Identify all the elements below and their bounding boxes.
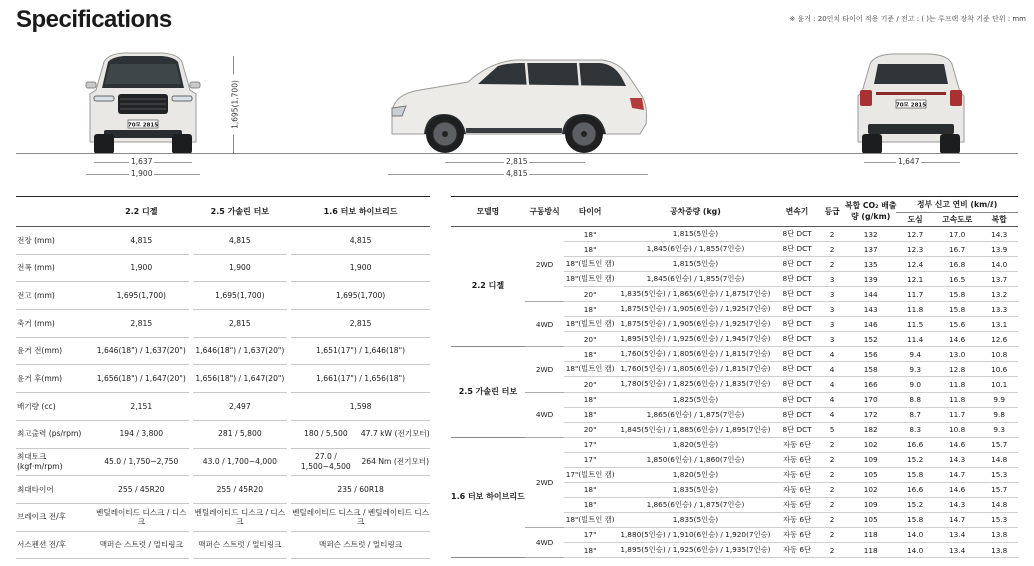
co2-cell: 118: [845, 542, 896, 557]
drive-cell: 4WD: [525, 527, 564, 557]
hwy-cell: 15.8: [934, 287, 980, 302]
cell: 281 / 5,800: [193, 420, 288, 448]
comb-cell: 10.8: [980, 347, 1018, 362]
trans-cell: 자동 6단: [775, 452, 819, 467]
trans-cell: 8단 DCT: [775, 257, 819, 272]
city-cell: 11.5: [896, 317, 934, 332]
cell: 벤틸레이티드 디스크 / 벤틸레이티드 디스크: [291, 503, 430, 531]
row-label: 배기량 (cc): [16, 393, 94, 421]
front-plate-text: 70모 2815: [127, 122, 159, 129]
co2-cell: 170: [845, 392, 896, 407]
table-row: [451, 437, 1018, 452]
comb-cell: 15.7: [980, 482, 1018, 497]
weight-cell: 1,835(5인승): [616, 482, 775, 497]
table-row: [16, 337, 430, 365]
grade-cell: 2: [819, 497, 845, 512]
tire-cell: 20": [564, 332, 616, 347]
trans-cell: 8단 DCT: [775, 242, 819, 257]
spec-header-gasoline: 2.5 가솔린 터보: [193, 197, 288, 227]
cell: 맥퍼슨 스트럿 / 멀티링크: [94, 531, 189, 559]
trans-cell: 자동 6단: [775, 542, 819, 557]
hwy-cell: 14.6: [934, 482, 980, 497]
city-cell: 15.8: [896, 467, 934, 482]
table-row: [16, 531, 430, 559]
trans-cell: 8단 DCT: [775, 407, 819, 422]
hwy-cell: 11.7: [934, 407, 980, 422]
comb-cell: 15.3: [980, 512, 1018, 527]
cell: 1,646(18") / 1,637(20"): [94, 337, 189, 365]
hwy-cell: 14.3: [934, 452, 980, 467]
comb-cell: 13.8: [980, 542, 1018, 557]
col-fuel: 정부 신고 연비 (km/ℓ): [896, 197, 1018, 213]
comb-cell: 12.6: [980, 332, 1018, 347]
grade-cell: 2: [819, 242, 845, 257]
cell: 45.0 / 1,750~2,750: [94, 448, 189, 476]
row-label: 축거 (mm): [16, 310, 94, 338]
table-row: [451, 302, 1018, 317]
row-label: 윤거 전(mm): [16, 337, 94, 365]
co2-cell: 156: [845, 347, 896, 362]
comb-cell: 15.7: [980, 437, 1018, 452]
trans-cell: 8단 DCT: [775, 362, 819, 377]
row-label: 전고 (mm): [16, 282, 94, 310]
table-row: [451, 527, 1018, 542]
co2-cell: 118: [845, 527, 896, 542]
row-label: 최대토크 (kgf·m/rpm): [16, 448, 94, 476]
table-row: [16, 310, 430, 338]
weight-cell: 1,815(5인승): [616, 257, 775, 272]
trans-cell: 8단 DCT: [775, 422, 819, 437]
co2-cell: 102: [845, 437, 896, 452]
weight-cell: 1,760(5인승) / 1,805(6인승) / 1,815(7인승): [616, 362, 775, 377]
cell: 1,656(18") / 1,647(20"): [94, 365, 189, 393]
city-cell: 9.3: [896, 362, 934, 377]
spec-header-blank: [16, 197, 94, 227]
comb-cell: 13.2: [980, 287, 1018, 302]
cell: 4,815: [193, 227, 288, 255]
comb-cell: 15.3: [980, 467, 1018, 482]
cell: 27.0 / 1,500~4,500: [300, 452, 351, 471]
tire-cell: 20": [564, 377, 616, 392]
col-model: 모델명: [451, 197, 525, 227]
comb-cell: 14.0: [980, 257, 1018, 272]
row-label: 전장 (mm): [16, 227, 94, 255]
city-cell: 12.4: [896, 257, 934, 272]
table-row: [451, 392, 1018, 407]
cell: 벤틸레이티드 디스크 / 디스크: [94, 503, 189, 531]
tire-cell: 18": [564, 242, 616, 257]
drive-cell: 4WD: [525, 302, 564, 347]
hwy-cell: 13.4: [934, 527, 980, 542]
city-cell: 15.8: [896, 512, 934, 527]
hwy-cell: 14.3: [934, 497, 980, 512]
co2-cell: 105: [845, 467, 896, 482]
grade-cell: 5: [819, 422, 845, 437]
trans-cell: 8단 DCT: [775, 332, 819, 347]
col-hwy: 고속도로: [934, 213, 980, 227]
city-cell: 15.2: [896, 452, 934, 467]
comb-cell: 13.9: [980, 242, 1018, 257]
col-co2: 복합 CO₂ 배출량 (g/km): [845, 197, 896, 227]
hwy-cell: 11.8: [934, 392, 980, 407]
ground-line: [16, 153, 1018, 154]
weight-cell: 1,895(5인승) / 1,925(6인승) / 1,935(7인승): [616, 542, 775, 557]
city-cell: 11.8: [896, 302, 934, 317]
hwy-cell: 14.6: [934, 332, 980, 347]
tire-cell: 20": [564, 287, 616, 302]
tire-cell: 18"(빌트인 캠): [564, 362, 616, 377]
cell: 2,497: [193, 393, 288, 421]
weight-cell: 1,845(6인승) / 1,855(7인승): [616, 272, 775, 287]
table-row: [16, 393, 430, 421]
weight-cell: 1,845(6인승) / 1,855(7인승): [616, 242, 775, 257]
grade-cell: 3: [819, 302, 845, 317]
unit-note: ※ 윤거 : 20인치 타이어 적용 기준 / 전고 : ( )는 루프랙 장착 기준 단위 : mm: [789, 15, 1026, 23]
co2-cell: 135: [845, 257, 896, 272]
weight-cell: 1,820(5인승): [616, 467, 775, 482]
trans-cell: 자동 6단: [775, 482, 819, 497]
grade-cell: 4: [819, 392, 845, 407]
rear-tread-label: 1,647: [898, 157, 920, 166]
tire-cell: 17"(빌트인 캠): [564, 467, 616, 482]
cell: 1,651(17") / 1,646(18"): [291, 337, 430, 365]
grade-cell: 2: [819, 437, 845, 452]
trans-cell: 8단 DCT: [775, 377, 819, 392]
hwy-cell: 10.8: [934, 422, 980, 437]
trans-cell: 8단 DCT: [775, 227, 819, 242]
row-label: 전폭 (mm): [16, 254, 94, 282]
row-label: 서스펜션 전/후: [16, 531, 94, 559]
city-cell: 11.7: [896, 287, 934, 302]
cell: 255 / 45R20: [94, 476, 189, 504]
length-label: 4,815: [506, 169, 528, 178]
comb-cell: 13.1: [980, 317, 1018, 332]
co2-cell: 109: [845, 497, 896, 512]
rear-plate-text: 70모 2815: [895, 102, 927, 109]
city-cell: 8.7: [896, 407, 934, 422]
co2-cell: 166: [845, 377, 896, 392]
cell: 2,815: [291, 310, 430, 338]
co2-cell: 132: [845, 227, 896, 242]
cell-split: [291, 448, 430, 476]
hwy-cell: 14.6: [934, 437, 980, 452]
cell: 2,815: [94, 310, 189, 338]
comb-cell: 13.8: [980, 527, 1018, 542]
weight-cell: 1,835(5인승): [616, 512, 775, 527]
city-cell: 12.1: [896, 272, 934, 287]
co2-cell: 146: [845, 317, 896, 332]
model-name-cell: 2.5 가솔린 터보: [451, 347, 525, 437]
weight-cell: 1,875(5인승) / 1,905(6인승) / 1,925(7인승): [616, 302, 775, 317]
co2-cell: 109: [845, 452, 896, 467]
grade-cell: 2: [819, 467, 845, 482]
weight-cell: 1,780(5인승) / 1,825(6인승) / 1,835(7인승): [616, 377, 775, 392]
grade-cell: 2: [819, 227, 845, 242]
weight-cell: 1,845(5인승) / 1,885(6인승) / 1,895(7인승): [616, 422, 775, 437]
weight-cell: 1,875(5인승) / 1,905(6인승) / 1,925(7인승): [616, 317, 775, 332]
spec-header-hybrid: 1.6 터보 하이브리드: [291, 197, 430, 227]
cell: 194 / 3,800: [94, 420, 189, 448]
table-row: [16, 476, 430, 504]
co2-cell: 172: [845, 407, 896, 422]
trans-cell: 8단 DCT: [775, 347, 819, 362]
table-row: [451, 227, 1018, 242]
table-row: [16, 448, 430, 476]
wheelbase-label: 2,815: [506, 157, 528, 166]
cell: 1,695(1,700): [291, 282, 430, 310]
cell-extra: 47.7 kW (전기모터): [360, 429, 430, 439]
table-row: [16, 365, 430, 393]
trans-cell: 8단 DCT: [775, 317, 819, 332]
trans-cell: 8단 DCT: [775, 287, 819, 302]
car-rear-view: [852, 50, 970, 156]
cell: 1,646(18") / 1,637(20"): [193, 337, 288, 365]
co2-cell: 158: [845, 362, 896, 377]
hwy-cell: 12.8: [934, 362, 980, 377]
comb-cell: 14.8: [980, 497, 1018, 512]
cell: 1,900: [193, 254, 288, 282]
city-cell: 9.4: [896, 347, 934, 362]
tire-cell: 18": [564, 302, 616, 317]
cell-split: [291, 420, 430, 448]
tire-cell: 18"(빌트인 캠): [564, 272, 616, 287]
tire-cell: 18"(빌트인 캠): [564, 257, 616, 272]
cell: 4,815: [291, 227, 430, 255]
co2-cell: 137: [845, 242, 896, 257]
grade-cell: 4: [819, 362, 845, 377]
hwy-cell: 16.7: [934, 242, 980, 257]
row-label: 최고출력 (ps/rpm): [16, 420, 94, 448]
spec-header-row: [16, 197, 430, 227]
table-row: [16, 282, 430, 310]
model-name-cell: 1.6 터보 하이브리드: [451, 437, 525, 557]
row-label: 브레이크 전/후: [16, 503, 94, 531]
weight-cell: 1,865(6인승) / 1,875(7인승): [616, 497, 775, 512]
cell: 255 / 45R20: [193, 476, 288, 504]
hwy-cell: 14.7: [934, 512, 980, 527]
cell: 2,151: [94, 393, 189, 421]
cell: 4,815: [94, 227, 189, 255]
tire-cell: 18": [564, 227, 616, 242]
cell: 맥퍼슨 스트럿 / 멀티링크: [291, 531, 430, 559]
weight-cell: 1,760(5인승) / 1,805(6인승) / 1,815(7인승): [616, 347, 775, 362]
city-cell: 8.8: [896, 392, 934, 407]
weight-cell: 1,850(6인승) / 1,860(7인승): [616, 452, 775, 467]
col-grade: 등급: [819, 197, 845, 227]
spec-table: [16, 196, 430, 559]
trans-cell: 자동 6단: [775, 437, 819, 452]
city-cell: 12.3: [896, 242, 934, 257]
comb-cell: 9.3: [980, 422, 1018, 437]
col-city: 도심: [896, 213, 934, 227]
trans-cell: 8단 DCT: [775, 302, 819, 317]
hwy-cell: 15.8: [934, 302, 980, 317]
cell: 벤틸레이티드 디스크 / 디스크: [193, 503, 288, 531]
comb-cell: 14.8: [980, 452, 1018, 467]
row-label: 윤거 후(mm): [16, 365, 94, 393]
tire-cell: 18": [564, 482, 616, 497]
comb-cell: 13.7: [980, 272, 1018, 287]
co2-cell: 144: [845, 287, 896, 302]
height-label: 1,695(1,700): [231, 75, 240, 135]
city-cell: 12.7: [896, 227, 934, 242]
city-cell: 14.0: [896, 527, 934, 542]
grade-cell: 3: [819, 272, 845, 287]
comb-cell: 10.6: [980, 362, 1018, 377]
fuel-table-body: [451, 227, 1018, 558]
city-cell: 9.0: [896, 377, 934, 392]
hwy-cell: 16.8: [934, 257, 980, 272]
spec-header-diesel: 2.2 디젤: [94, 197, 189, 227]
col-weight: 공차중량 (kg): [616, 197, 775, 227]
tire-cell: 18": [564, 407, 616, 422]
trans-cell: 자동 6단: [775, 527, 819, 542]
cell: 2,815: [193, 310, 288, 338]
weight-cell: 1,895(5인승) / 1,925(6인승) / 1,945(7인승): [616, 332, 775, 347]
comb-cell: 9.8: [980, 407, 1018, 422]
front-tread-label: 1,637: [131, 157, 153, 166]
table-row: [16, 254, 430, 282]
hwy-cell: 15.6: [934, 317, 980, 332]
tire-cell: 17": [564, 527, 616, 542]
tire-cell: 18"(빌트인 캠): [564, 317, 616, 332]
grade-cell: 4: [819, 377, 845, 392]
grade-cell: 2: [819, 512, 845, 527]
co2-cell: 139: [845, 272, 896, 287]
grade-cell: 2: [819, 542, 845, 557]
row-label: 최대타이어: [16, 476, 94, 504]
weight-cell: 1,815(5인승): [616, 227, 775, 242]
cell: 1,656(18") / 1,647(20"): [193, 365, 288, 393]
trans-cell: 8단 DCT: [775, 392, 819, 407]
cell: 맥퍼슨 스트럿 / 멀티링크: [193, 531, 288, 559]
city-cell: 11.4: [896, 332, 934, 347]
grade-cell: 4: [819, 347, 845, 362]
table-row: [16, 503, 430, 531]
city-cell: 16.6: [896, 437, 934, 452]
col-tire: 타이어: [564, 197, 616, 227]
cell-extra: 264 Nm (전기모터): [361, 457, 430, 467]
fuel-table: [451, 196, 1018, 558]
grade-cell: 3: [819, 317, 845, 332]
tire-cell: 20": [564, 422, 616, 437]
page-title: Specifications: [16, 6, 172, 33]
trans-cell: 자동 6단: [775, 512, 819, 527]
cell: 235 / 60R18: [291, 476, 430, 504]
tire-cell: 18": [564, 392, 616, 407]
table-row: [16, 420, 430, 448]
weight-cell: 1,865(6인승) / 1,875(7인승): [616, 407, 775, 422]
city-cell: 15.2: [896, 497, 934, 512]
hwy-cell: 11.8: [934, 377, 980, 392]
weight-cell: 1,880(5인승) / 1,910(6인승) / 1,920(7인승): [616, 527, 775, 542]
hwy-cell: 13.0: [934, 347, 980, 362]
weight-cell: 1,835(5인승) / 1,865(6인승) / 1,875(7인승): [616, 287, 775, 302]
model-name-cell: 2.2 디젤: [451, 227, 525, 347]
trans-cell: 자동 6단: [775, 467, 819, 482]
tire-cell: 17": [564, 452, 616, 467]
cell: 1,598: [291, 393, 430, 421]
table-row: [16, 227, 430, 255]
cell: 1,900: [291, 254, 430, 282]
comb-cell: 14.3: [980, 227, 1018, 242]
co2-cell: 102: [845, 482, 896, 497]
weight-cell: 1,825(5인승): [616, 392, 775, 407]
comb-cell: 13.3: [980, 302, 1018, 317]
tire-cell: 18": [564, 347, 616, 362]
car-front-view: [84, 50, 202, 156]
weight-cell: 1,820(5인승): [616, 437, 775, 452]
hwy-cell: 14.7: [934, 467, 980, 482]
drive-cell: 4WD: [525, 392, 564, 437]
front-width-label: 1,900: [131, 169, 153, 178]
cell: 1,695(1,700): [94, 282, 189, 310]
tire-cell: 18": [564, 542, 616, 557]
trans-cell: 8단 DCT: [775, 272, 819, 287]
grade-cell: 3: [819, 287, 845, 302]
cell: 1,661(17") / 1,656(18"): [291, 365, 430, 393]
cell: 180 / 5,500: [304, 429, 348, 439]
col-comb: 복합: [980, 213, 1018, 227]
table-row: [451, 347, 1018, 362]
co2-cell: 105: [845, 512, 896, 527]
col-drive: 구동방식: [525, 197, 564, 227]
tire-cell: 18": [564, 497, 616, 512]
comb-cell: 10.1: [980, 377, 1018, 392]
drive-cell: 2WD: [525, 227, 564, 302]
hwy-cell: 13.4: [934, 542, 980, 557]
tire-cell: 18"(빌트인 캠): [564, 512, 616, 527]
grade-cell: 3: [819, 332, 845, 347]
grade-cell: 2: [819, 482, 845, 497]
cell: 1,695(1,700): [193, 282, 288, 310]
cell: 43.0 / 1,700~4,000: [193, 448, 288, 476]
tire-cell: 17": [564, 437, 616, 452]
drive-cell: 2WD: [525, 437, 564, 527]
drive-cell: 2WD: [525, 347, 564, 392]
hwy-cell: 17.0: [934, 227, 980, 242]
co2-cell: 152: [845, 332, 896, 347]
col-trans: 변속기: [775, 197, 819, 227]
grade-cell: 2: [819, 257, 845, 272]
co2-cell: 143: [845, 302, 896, 317]
city-cell: 16.6: [896, 482, 934, 497]
comb-cell: 9.9: [980, 392, 1018, 407]
grade-cell: 2: [819, 527, 845, 542]
cell: 1,900: [94, 254, 189, 282]
trans-cell: 자동 6단: [775, 497, 819, 512]
co2-cell: 182: [845, 422, 896, 437]
grade-cell: 4: [819, 407, 845, 422]
hwy-cell: 16.5: [934, 272, 980, 287]
city-cell: 8.3: [896, 422, 934, 437]
grade-cell: 2: [819, 452, 845, 467]
car-side-view: [386, 52, 650, 158]
city-cell: 14.0: [896, 542, 934, 557]
